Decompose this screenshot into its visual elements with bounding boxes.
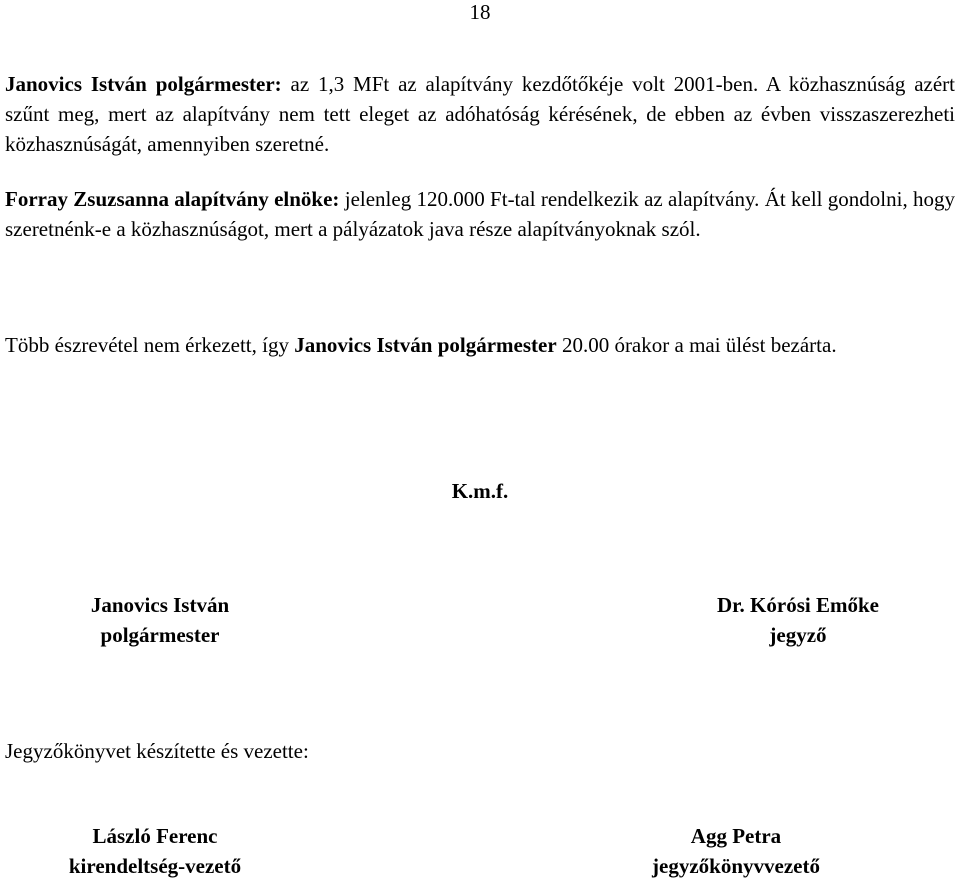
closing-mayor-name: Janovics István polgármester (294, 333, 557, 357)
minutes-taker-line: Jegyzőkönyvet készítette és vezette: (5, 739, 309, 763)
signature-block-office-head (5, 821, 305, 881)
signature-block-notary (648, 590, 948, 650)
paragraph-text: jelenleg 120.000 Ft-tal rendelkezik az alapítvány. Át kell gondolni, hogy szeretnénk-e a közhasznúságot, mert a pályázatok java része alapítványoknak szól. (5, 187, 956, 241)
paragraph-mayor-statement (5, 69, 955, 159)
paragraph-lead-text: Több észrevétel nem érkezett, így (5, 333, 295, 357)
speaker-name: Janovics István polgármester: (5, 72, 282, 96)
paragraph-closing (5, 330, 955, 360)
signature-title: jegyzőkönyvvezető (652, 854, 820, 878)
paragraph-trail-text: 20.00 órakor a mai ülést bezárta. (556, 333, 837, 357)
signature-block-mayor (10, 590, 310, 650)
signature-name: Dr. Kórósi Emőke (717, 593, 879, 617)
paragraph-foundation-chair-statement (5, 184, 955, 244)
page-number: 18 (469, 0, 491, 24)
signature-title: polgármester (100, 623, 220, 647)
signature-name: Agg Petra (690, 824, 782, 848)
signature-title: jegyző (769, 623, 827, 647)
signature-block-recorder (586, 821, 886, 881)
signature-name: László Ferenc (92, 824, 218, 848)
kmf-heading: K.m.f. (451, 479, 509, 503)
paragraph-text: az 1,3 MFt az alapítvány kezdőtőkéje volt 2001-ben. A közhasznúság azért szűnt meg, mert az alapítvány nem tett eleget az adóhatóság kérésének, de ebben az évben visszaszerezheti közhasznúságát, amennyiben szeretné. (5, 72, 955, 156)
speaker-name: Forray Zsuzsanna alapítvány elnöke: (5, 187, 340, 211)
signature-title: kirendeltség-vezető (68, 854, 242, 878)
signature-name: Janovics István (90, 593, 230, 617)
